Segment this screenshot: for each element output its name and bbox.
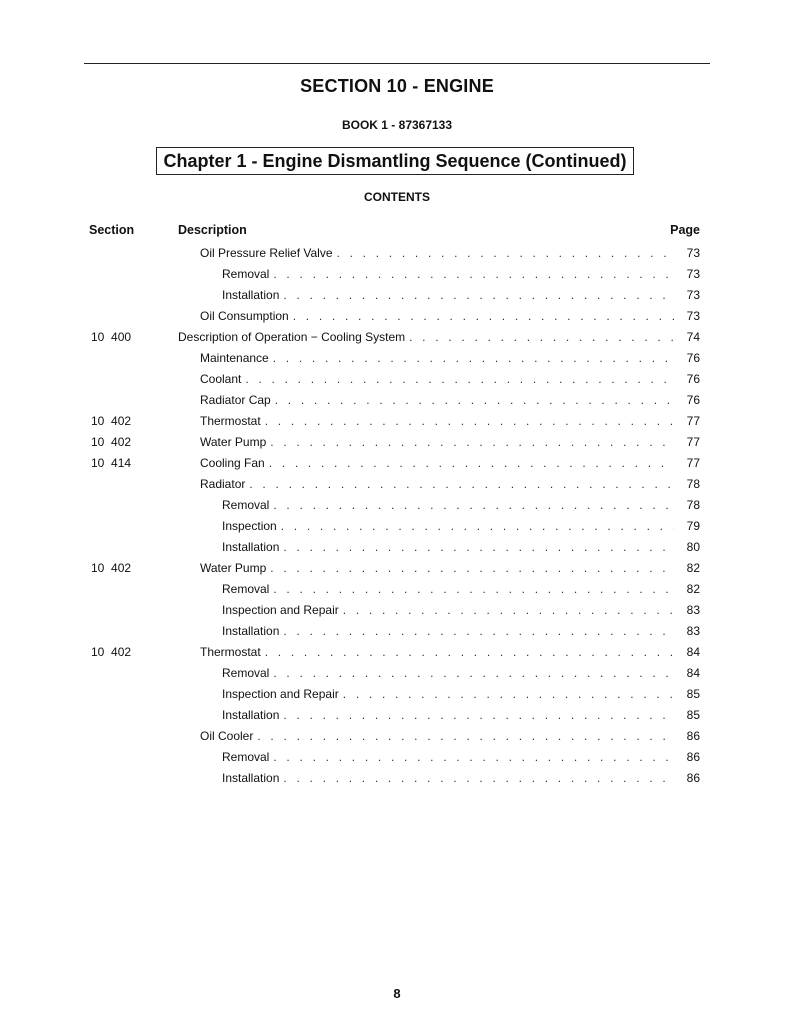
toc-entry xyxy=(200,348,700,369)
table-of-contents xyxy=(0,243,794,789)
toc-row xyxy=(0,348,794,369)
toc-page-number: 84 xyxy=(686,666,700,680)
toc-row xyxy=(0,495,794,516)
toc-description: Thermostat xyxy=(200,645,261,659)
toc-row xyxy=(0,453,794,474)
toc-description: Water Pump xyxy=(200,561,267,575)
dot-leader xyxy=(273,747,674,768)
toc-entry xyxy=(222,684,700,705)
toc-description: Inspection and Repair xyxy=(222,603,339,617)
dot-leader xyxy=(270,558,674,579)
toc-section-code: 10 402 xyxy=(91,435,132,449)
toc-description: Thermostat xyxy=(200,414,261,428)
toc-description: Installation xyxy=(222,288,280,302)
toc-entry xyxy=(200,726,700,747)
toc-section-code: 10 400 xyxy=(91,330,132,344)
toc-page-number: 77 xyxy=(686,435,700,449)
toc-page-number: 82 xyxy=(686,561,700,575)
dot-leader xyxy=(265,642,674,663)
dot-leader xyxy=(343,600,674,621)
toc-section-code: 10 414 xyxy=(91,456,132,470)
toc-entry xyxy=(200,642,700,663)
toc-description: Installation xyxy=(222,771,280,785)
toc-entry xyxy=(200,306,700,327)
toc-description: Oil Pressure Relief Valve xyxy=(200,246,333,260)
dot-leader xyxy=(283,768,674,789)
column-header-page: Page xyxy=(670,223,700,237)
toc-page-number: 73 xyxy=(686,288,700,302)
dot-leader xyxy=(270,432,674,453)
toc-row xyxy=(0,537,794,558)
toc-description: Water Pump xyxy=(200,435,267,449)
toc-page-number: 85 xyxy=(686,708,700,722)
toc-entry xyxy=(222,747,700,768)
toc-entry xyxy=(222,579,700,600)
toc-page-number: 86 xyxy=(686,729,700,743)
toc-row xyxy=(0,684,794,705)
toc-description: Removal xyxy=(222,267,270,281)
dot-leader xyxy=(283,537,674,558)
toc-row xyxy=(0,285,794,306)
toc-description: Radiator Cap xyxy=(200,393,271,407)
dot-leader xyxy=(265,411,674,432)
toc-entry xyxy=(222,495,700,516)
toc-description: Radiator xyxy=(200,477,246,491)
toc-page-number: 73 xyxy=(686,246,700,260)
dot-leader xyxy=(249,474,674,495)
toc-page-number: 80 xyxy=(686,540,700,554)
dot-leader xyxy=(273,348,674,369)
column-header-section: Section xyxy=(89,223,135,237)
toc-entry xyxy=(222,768,700,789)
toc-row xyxy=(0,705,794,726)
dot-leader xyxy=(337,243,675,264)
toc-entry xyxy=(200,390,700,411)
toc-entry xyxy=(222,264,700,285)
toc-page-number: 82 xyxy=(686,582,700,596)
toc-description: Removal xyxy=(222,582,270,596)
toc-entry xyxy=(222,537,700,558)
dot-leader xyxy=(283,621,674,642)
toc-row xyxy=(0,726,794,747)
toc-page-number: 77 xyxy=(686,456,700,470)
toc-page-number: 73 xyxy=(686,309,700,323)
dot-leader xyxy=(273,495,674,516)
toc-description: Removal xyxy=(222,666,270,680)
toc-description: Description of Operation − Cooling System xyxy=(178,330,406,344)
toc-page-number: 83 xyxy=(686,624,700,638)
toc-page-number: 86 xyxy=(686,771,700,785)
toc-row xyxy=(0,579,794,600)
toc-row xyxy=(0,369,794,390)
toc-entry xyxy=(200,474,700,495)
toc-entry xyxy=(178,327,700,348)
toc-entry xyxy=(222,600,700,621)
toc-entry xyxy=(200,453,700,474)
toc-row xyxy=(0,642,794,663)
toc-row xyxy=(0,390,794,411)
toc-row xyxy=(0,264,794,285)
chapter-title: Chapter 1 - Engine Dismantling Sequence (Continued) xyxy=(156,147,634,175)
toc-description: Cooling Fan xyxy=(200,456,265,470)
toc-description: Inspection and Repair xyxy=(222,687,339,701)
toc-entry xyxy=(200,243,700,264)
toc-entry xyxy=(200,558,700,579)
toc-row xyxy=(0,768,794,789)
toc-row xyxy=(0,621,794,642)
toc-row xyxy=(0,432,794,453)
toc-description: Coolant xyxy=(200,372,242,386)
dot-leader xyxy=(273,579,674,600)
toc-row xyxy=(0,663,794,684)
toc-page-number: 83 xyxy=(686,603,700,617)
toc-entry xyxy=(200,432,700,453)
dot-leader xyxy=(283,285,674,306)
toc-row xyxy=(0,474,794,495)
toc-description: Removal xyxy=(222,750,270,764)
toc-page-number: 77 xyxy=(686,414,700,428)
toc-description: Inspection xyxy=(222,519,277,533)
dot-leader xyxy=(283,705,674,726)
toc-description: Oil Consumption xyxy=(200,309,289,323)
toc-entry xyxy=(222,621,700,642)
toc-description: Installation xyxy=(222,708,280,722)
toc-section-code: 10 402 xyxy=(91,561,132,575)
toc-description: Installation xyxy=(222,540,280,554)
toc-page-number: 73 xyxy=(686,267,700,281)
toc-page-number: 78 xyxy=(686,498,700,512)
toc-row xyxy=(0,411,794,432)
toc-row xyxy=(0,306,794,327)
section-title: SECTION 10 - ENGINE xyxy=(300,76,494,96)
contents-heading: CONTENTS xyxy=(364,190,430,204)
column-header-description: Description xyxy=(178,223,247,237)
toc-page-number: 85 xyxy=(686,687,700,701)
toc-description: Removal xyxy=(222,498,270,512)
toc-page-number: 79 xyxy=(686,519,700,533)
book-number: BOOK 1 - 87367133 xyxy=(341,118,453,132)
toc-page-number: 86 xyxy=(686,750,700,764)
dot-leader xyxy=(275,390,674,411)
toc-entry xyxy=(222,516,700,537)
toc-row xyxy=(0,243,794,264)
toc-page-number: 76 xyxy=(686,393,700,407)
page-number: 8 xyxy=(393,986,401,1001)
toc-row xyxy=(0,516,794,537)
toc-row xyxy=(0,327,794,348)
toc-description: Installation xyxy=(222,624,280,638)
dot-leader xyxy=(409,327,674,348)
toc-page-number: 76 xyxy=(686,351,700,365)
toc-entry xyxy=(222,285,700,306)
toc-row xyxy=(0,558,794,579)
toc-description: Maintenance xyxy=(200,351,269,365)
toc-section-code: 10 402 xyxy=(91,414,132,428)
dot-leader xyxy=(273,663,674,684)
dot-leader xyxy=(281,516,674,537)
toc-row xyxy=(0,600,794,621)
dot-leader xyxy=(245,369,674,390)
toc-description: Oil Cooler xyxy=(200,729,254,743)
toc-section-code: 10 402 xyxy=(91,645,132,659)
toc-entry xyxy=(200,411,700,432)
toc-page-number: 74 xyxy=(686,330,700,344)
toc-entry xyxy=(222,705,700,726)
toc-page-number: 76 xyxy=(686,372,700,386)
toc-page-number: 78 xyxy=(686,477,700,491)
dot-leader xyxy=(343,684,674,705)
dot-leader xyxy=(257,726,674,747)
dot-leader xyxy=(293,306,674,327)
dot-leader xyxy=(269,453,674,474)
toc-page-number: 84 xyxy=(686,645,700,659)
toc-entry xyxy=(222,663,700,684)
top-rule xyxy=(84,63,710,64)
dot-leader xyxy=(273,264,674,285)
toc-row xyxy=(0,747,794,768)
toc-entry xyxy=(200,369,700,390)
